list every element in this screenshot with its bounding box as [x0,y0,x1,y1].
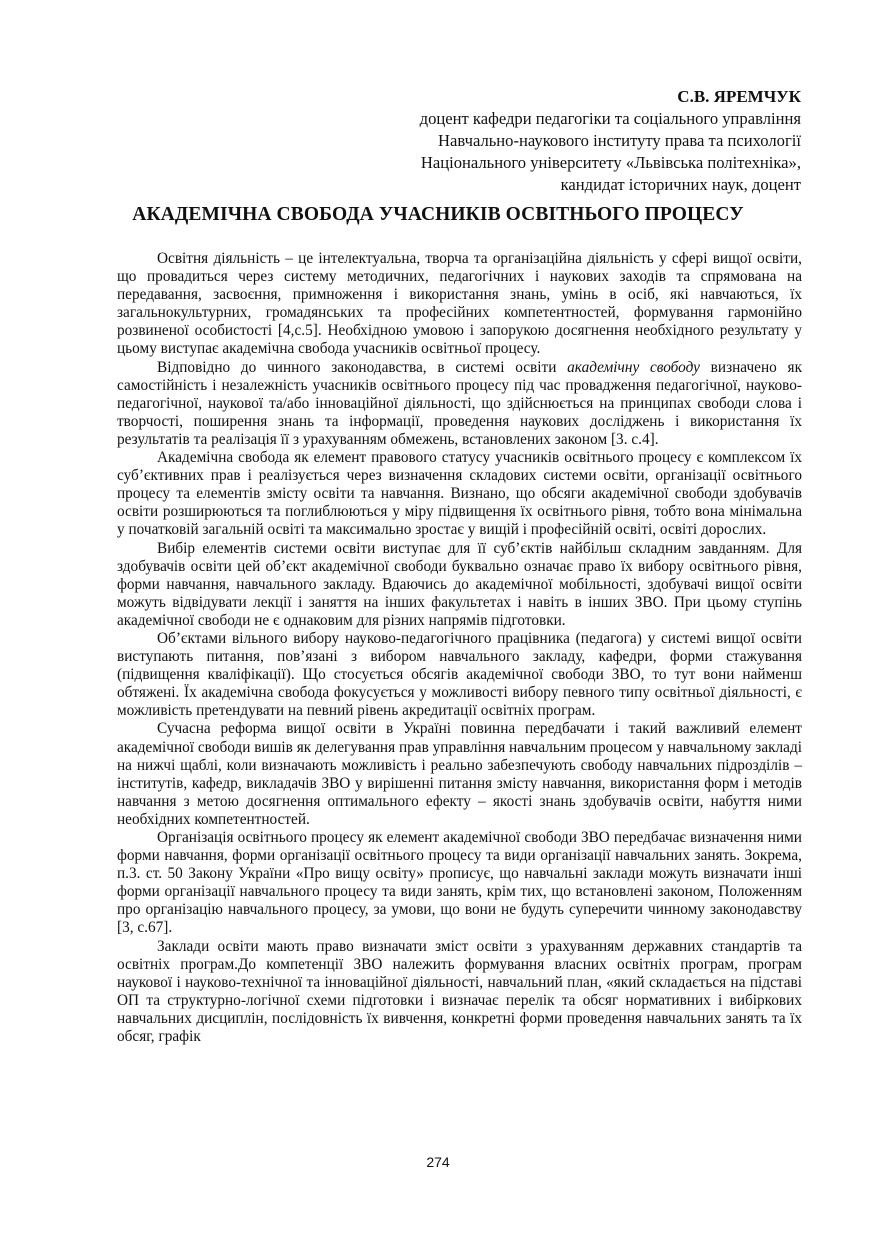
paragraph: Освітня діяльність – це інтелектуальна, творча та організаційна діяльність у сфері вищої освіти, що провадиться через систему методичних, педагогічних і наукових заходів та спрямована на передавання, засвоєння, примноження і використання знань, умінь в осіб, які навчаються, їх загальнокультурних, громадянських та професійних компетентностей, формування гармонійно розвиненої особистості [4,с.5]. Необхідною умовою і запорукою досягнення необхідного результату у цьому виступає академічна свобода учасників освітньої процесу. [117,250,802,358]
affiliation-line: Національного університету «Львівська політехніка», [420,153,801,172]
paragraph: Академічна свобода як елемент правового статусу учасників освітнього процесу є комплексом їх суб’єктивних прав і реалізується через визначення складових системи освіти, організації освітнього процесу та елементів змісту освіти та навчання. Визнано, що обсяги академічної свободи здобувачів освіти розширюються та поглиблюються у міру підвищення їх освітнього рівня, тобто вона мінімальна у початковій загальній освіті та максимально зростає у вищій і професійній освіті, освіті дорослих. [117,449,802,539]
author-block [420,86,801,196]
paragraph: Вибір елементів системи освіти виступає для її суб’єктів найбільш складним завданням. Для здобувачів освіти цей об’єкт академічної свободи буквально означає право їх вибору освітнього рівня, форми навчання, навчального закладу. Вдаючись до академічної мобільності, здобувачі вищої освіти можуть відвідувати лекції і заняття на інших факультетах і навіть в інших ЗВО. При цьому ступінь академічної свободи не є однаковим для різних напрямів підготовки. [117,539,802,629]
article-body [117,250,802,1046]
paragraph: Об’єктами вільного вибору науково-педагогічного працівника (педагога) у системі вищої освіти виступають питання, пов’язані з вибором навчального закладу, кафедри, форми стажування (підвищення кваліфікації). Що стосується обсягів академічної свободи ЗВО, то тут вони найменш обтяжені. Їх академічна свобода фокусується у можливості вибору певного типу освітньої діяльності, є можливість претендувати на певний рівень акредитації освітніх програм. [117,629,802,720]
affiliation-line: кандидат історичних наук, доцент [560,175,801,194]
emphasis-term: академічну свободу [567,358,700,376]
article-title: АКАДЕМІЧНА СВОБОДА УЧАСНИКІВ ОСВІТНЬОГО ПРОЦЕСУ [132,204,744,225]
affiliation-line: Навчально-наукового інституту права та психології [438,131,801,150]
paragraph: Організація освітнього процесу як елемент академічної свободи ЗВО передбачає визначення ними форми навчання, форми організації освітнього процесу та види організації навчальних занять. Зокрема, п.3. ст. 50 Закону України «Про вищу освіту» прописує, що навчальні заклади можуть визначати інші форми організації навчального процесу та види занять, крім тих, що встановлені законом, Положенням про організацію навчального процесу, за умови, що вони не будуть суперечити чинному законодавству [3, с.67]. [117,829,802,937]
paragraph-text: визначено як самостійність і незалежність учасників освітнього процесу під час провадження педагогічної, науково-педагогічної, наукової та/або інноваційної діяльності, що здійснюється на принципах свободи слова і творчості, поширення знань та інформації, проведення наукових досліджень і використання їх результатів та реалізація її з урахуванням обмежень, встановлених законом [3. с.4]. [117,358,803,448]
paragraph: Сучасна реформа вищої освіти в Україні повинна передбачати і такий важливий елемент академічної свободи вишів як делегування прав управління навчальним процесом у навчальному закладі на нижчі щаблі, коли визначають можливість і реально забезпечують свободу навчальних підрозділів – інститутів, кафедр, викладачів ЗВО у вирішенні питання змісту навчання, використання форм і методів навчання з метою досягнення оптимального ефекту – якості знань здобувачів освіти, набуття ними необхідних компетентностей. [117,720,802,828]
page-number: 274 [426,1154,450,1170]
paragraph [117,359,802,449]
paragraph-text: Відповідно до чинного законодавства, в системі освіти [157,358,568,376]
affiliation-line: доцент кафедри педагогіки та соціального управління [419,109,801,128]
paragraph: Заклади освіти мають право визначати зміст освіти з урахуванням державних стандартів та освітніх програм.До компетенції ЗВО належить формування власних освітніх програм, програм наукової і науково-технічної та інноваційної діяльності, навчальний план, «який складається на підставі ОП та структурно-логічної схеми підготовки і визначає перелік та обсяг нормативних і вибіркових навчальних дисциплін, послідовність їх вивчення, конкретні форми проведення навчальних занять та їх обсяг, графік [117,937,802,1046]
author-name: С.В. ЯРЕМЧУК [677,87,801,106]
